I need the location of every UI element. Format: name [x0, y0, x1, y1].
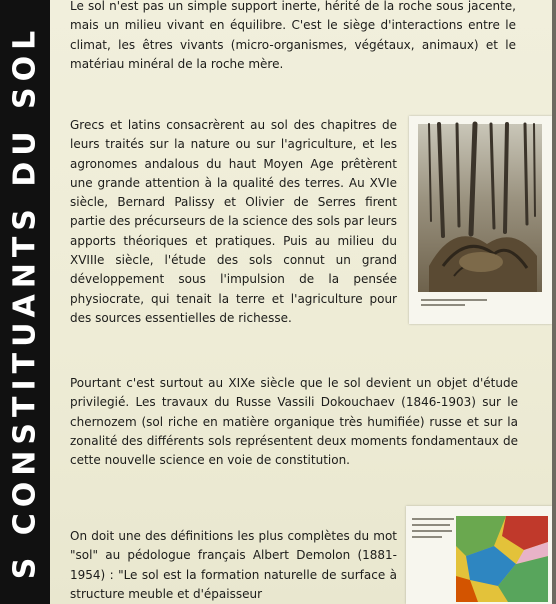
soil-map-image: [406, 506, 552, 604]
soil-map-card: [406, 506, 552, 604]
paragraph-nineteenth-century: Pourtant c'est surtout au XIXe siècle que le sol devient un objet d'étude privilegié. Les travaux du Russe Vassili Dokouchaev (1846-1903) sur le chernozem (sol riche en matière organique très humifiée) russe et sur la zonalité des différents sols représentent deux moments fondamentaux de cette nouvelle science en voie de constitution.: [70, 376, 518, 468]
paragraph-history: Grecs et latins consacrèrent au sol des chapitres de leurs traités sur la nature ou sur l'agriculture, et les agronomes andalous du haut Moyen Age prêtèrent une grande attention à la qualité des terres. Au XVIe siècle, Bernard Palissy et Olivier de Serres firent partie des précurseurs de la science des sols par leurs apports théoriques et pratiques. Puis au milieu du XVIIIe siècle, l'étude des sols connut un grand développement sous l'impulsion de la pensée physiocrate, qui tenait la terre et l'agriculture pour des sources essentielles de richesse.: [70, 118, 397, 325]
panel-edge: [552, 0, 556, 604]
side-title-band: [0, 0, 50, 604]
forest-photo-card: [409, 116, 552, 324]
paragraph-intro: Le sol n'est pas un simple support inerte, hérité de la roche sous jacente, mais un milieu vivant en équilibre. C'est le siège d'interactions entre le climat, les êtres vivants (micro-organismes, végétaux, animaux) et le matériau minéral de la roche mère.: [70, 0, 516, 71]
side-title: S CONSTITUANTS DU SOL: [7, 24, 43, 580]
uprooted-tree-photo: [409, 116, 552, 324]
paragraph-definition: On doit une des définitions les plus complètes du mot "sol" au pédologue français Albert Demolon (1881-1954) : "Le sol est la formation naturelle de surface à structure meuble et d'épaisseur: [70, 529, 397, 601]
